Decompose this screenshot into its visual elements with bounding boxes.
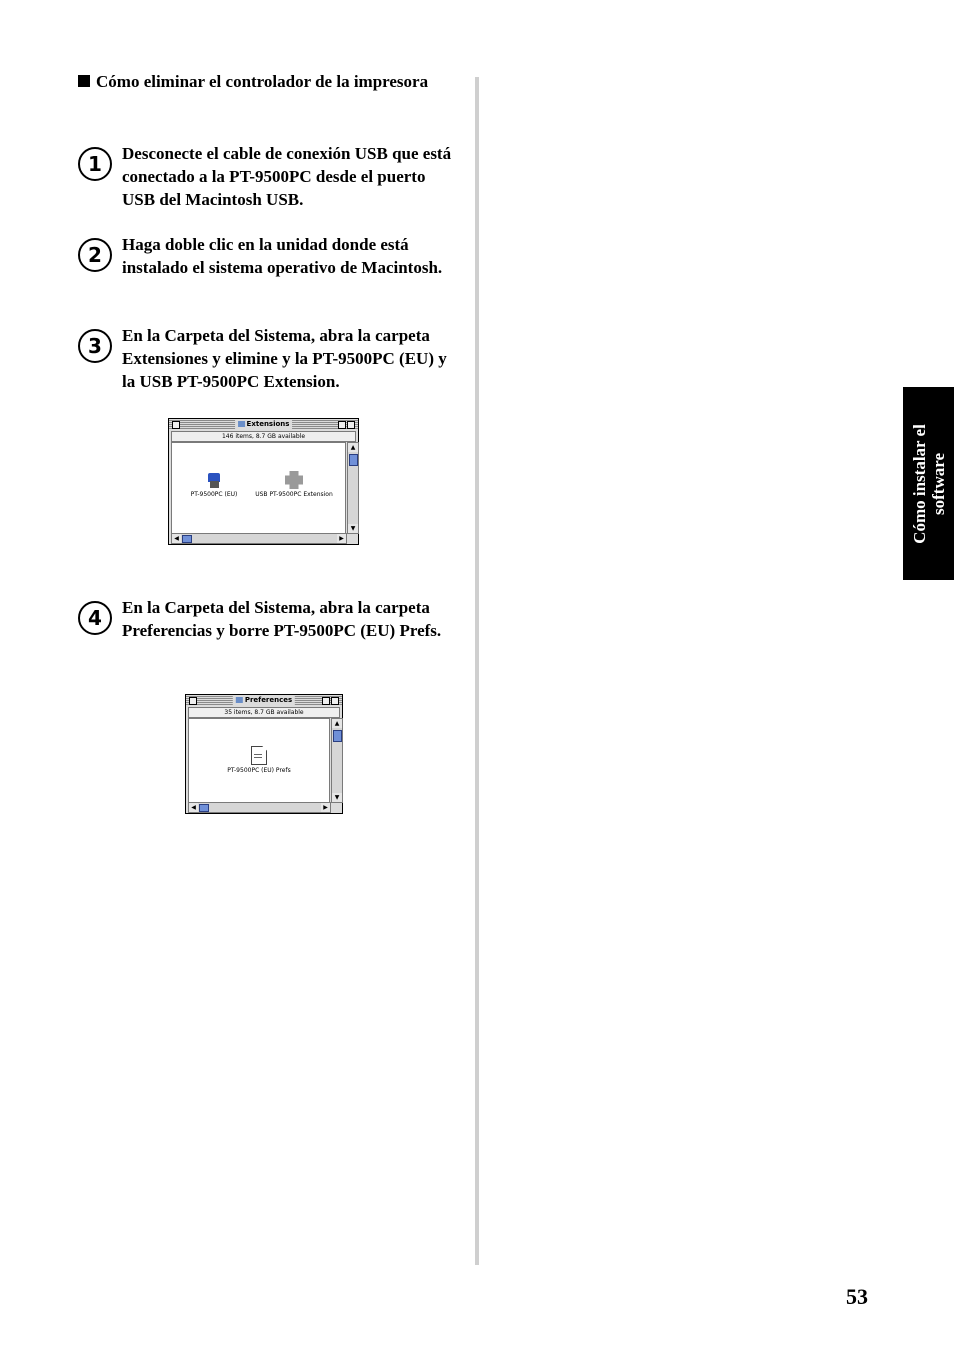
step-text-1: Desconecte el cable de conexión USB que está conectado a la PT-9500PC desde el puerto USB del Macintosh USB. [122,144,452,209]
section-heading-text: Cómo eliminar el controlador de la impresora [96,72,429,91]
zoom-box-icon [338,421,346,429]
close-box-icon [189,697,197,705]
preferences-window [185,694,343,814]
window-content [171,442,346,534]
file-label: PT-9500PC (EU) Prefs [227,767,291,774]
window-title [235,419,293,430]
page-number: 53 [846,1284,868,1309]
bullet-square-icon [78,75,90,87]
window-titlebar [169,419,358,430]
step-number-2: 2 [78,238,112,272]
scroll-left-icon: ◀ [189,803,198,812]
scroll-thumb [199,804,209,812]
preferences-document-icon [251,746,267,765]
extension-puzzle-icon [285,471,303,489]
scroll-up-icon: ▲ [348,443,358,452]
file-label: USB PT-9500PC Extension [255,491,333,498]
step-number-1: 1 [78,147,112,181]
scroll-down-icon: ▼ [348,524,358,533]
zoom-box-icon [322,697,330,705]
step-number-4: 4 [78,601,112,635]
scroll-right-icon: ▶ [337,534,346,543]
printer-driver-icon [207,473,221,489]
extensions-window [168,418,359,545]
window-content [188,718,330,803]
scroll-left-icon: ◀ [172,534,181,543]
file-item-prefs [219,746,299,775]
window-titlebar [186,695,342,706]
window-title-text: Preferences [244,696,293,704]
collapse-box-icon [347,421,355,429]
step-text-4: En la Carpeta del Sistema, abra la carpeta Preferencias y borre PT-9500PC (EU) Prefs. [122,598,442,640]
file-label: PT-9500PC (EU) [190,491,238,498]
step-text-3: En la Carpeta del Sistema, abra la carpeta Extensiones y elimine y la PT-9500PC (EU) y la USB PT-9500PC Extension. [122,326,447,391]
window-title-text: Extensions [246,420,290,428]
scroll-right-icon: ▶ [321,803,330,812]
scroll-thumb [333,730,342,742]
collapse-box-icon [331,697,339,705]
scroll-up-icon: ▲ [332,719,342,728]
step-text-2: Haga doble clic en la unidad donde está instalado el sistema operativo de Macintosh. [122,235,443,277]
vertical-scrollbar [347,442,359,534]
window-title [233,695,295,706]
column-divider [475,77,479,1265]
horizontal-scrollbar [188,802,331,813]
file-item-pt9500pc-eu [186,473,242,499]
scroll-thumb [182,535,192,543]
side-tab-line-2: software [928,452,948,515]
window-status: 35 items, 8.7 GB available [188,707,340,718]
scroll-down-icon: ▼ [332,793,342,802]
folder-icon [238,421,245,427]
close-box-icon [172,421,180,429]
side-tab-line-1: Cómo instalar el [909,423,929,544]
step-number-3: 3 [78,329,112,363]
section-side-tab [903,387,954,580]
vertical-scrollbar [331,718,343,803]
section-heading [78,70,458,93]
window-status: 146 items, 8.7 GB available [171,431,356,442]
scroll-thumb [349,454,358,466]
folder-icon [236,697,243,703]
file-item-usb-extension [254,471,334,499]
side-tab-label [910,424,948,544]
horizontal-scrollbar [171,533,347,544]
